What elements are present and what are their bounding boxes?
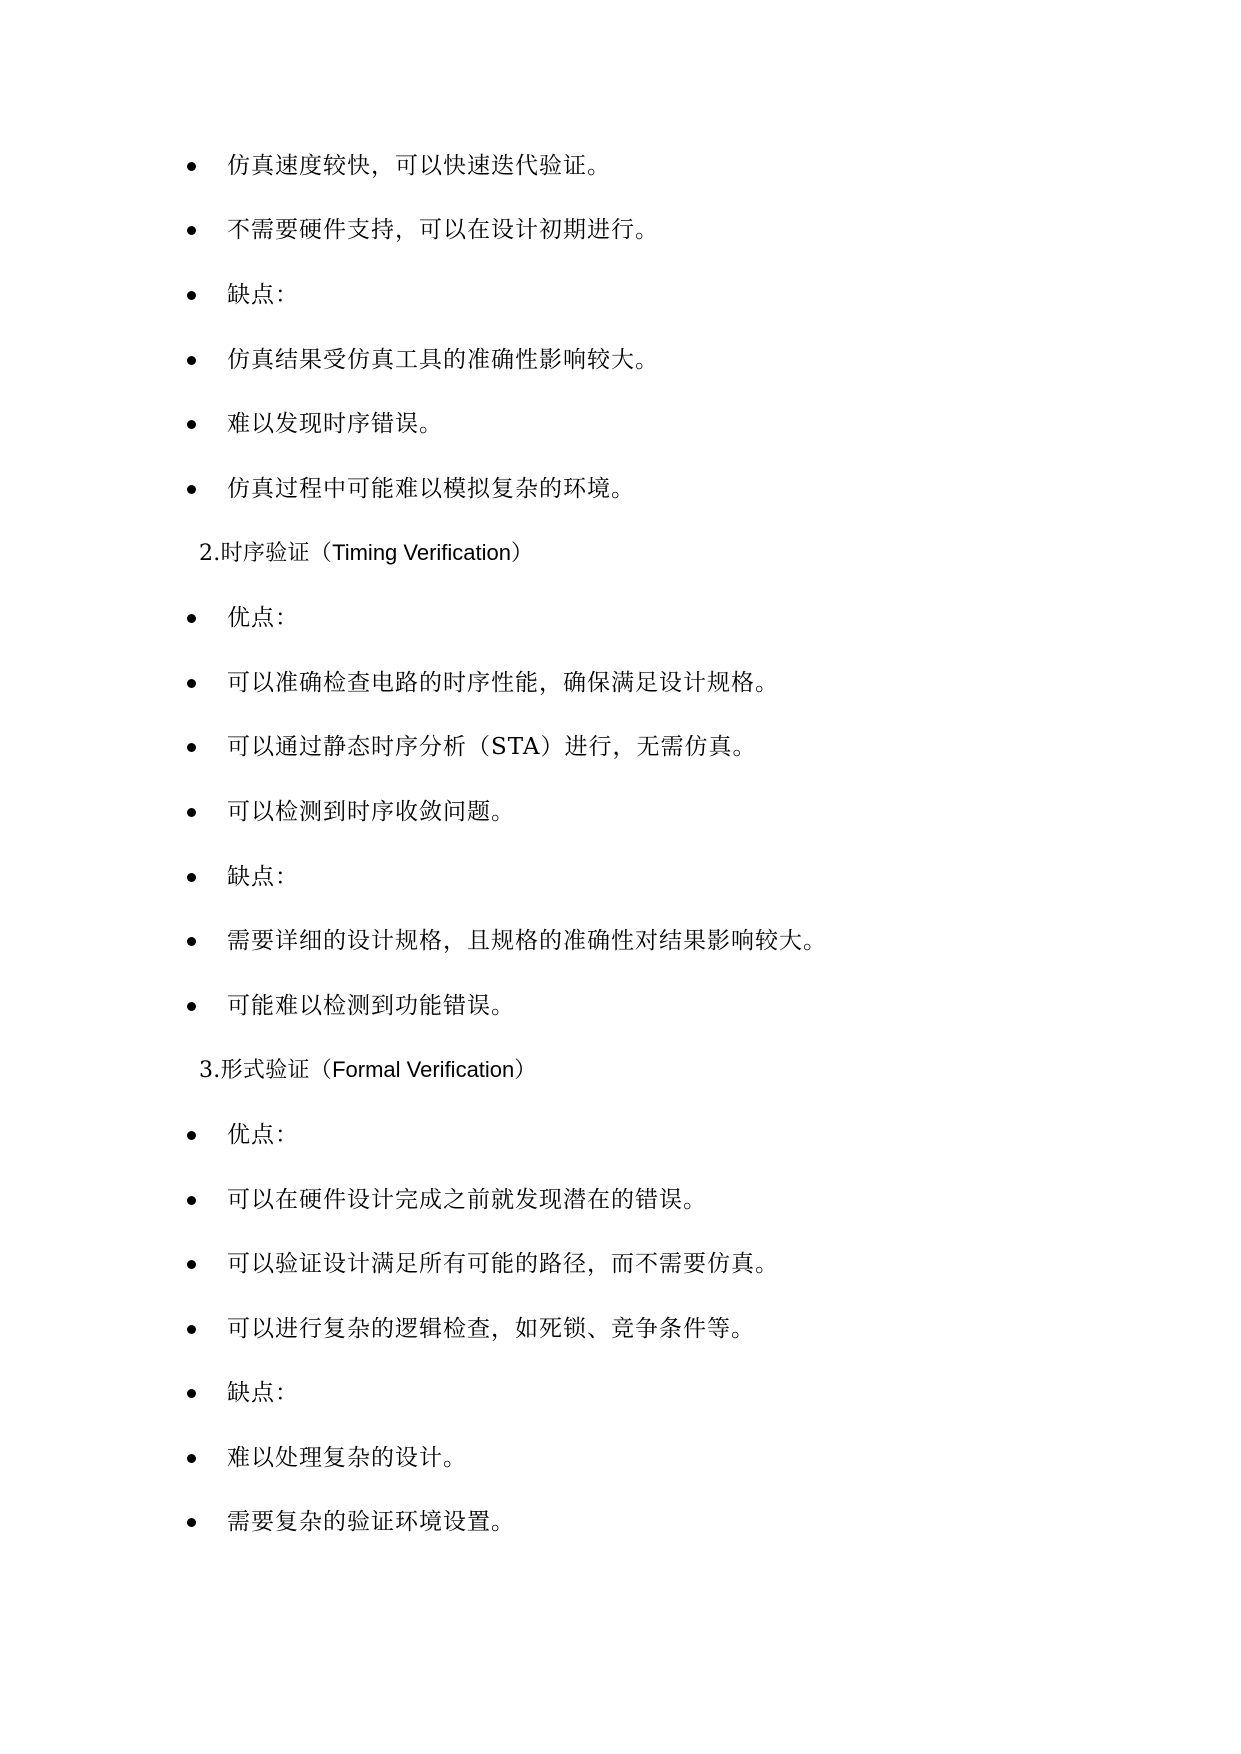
list-item-text: 仿真结果受仿真工具的准确性影响较大。 xyxy=(227,347,659,373)
section-heading-text xyxy=(199,533,533,574)
heading-number: 2.时序验证（ xyxy=(199,541,333,566)
bullet-icon xyxy=(187,937,196,946)
list-item-text: 可以通过静态时序分析（STA）进行，无需仿真。 xyxy=(227,734,757,760)
heading-english: Timing Verification xyxy=(332,540,512,565)
bullet-icon xyxy=(187,162,196,171)
list-item-text: 可以准确检查电路的时序性能，确保满足设计规格。 xyxy=(227,670,779,696)
bullet-icon xyxy=(187,743,196,752)
list-item-text: 缺点： xyxy=(227,1380,299,1406)
bullet-icon xyxy=(187,614,196,623)
bullet-icon xyxy=(187,1196,196,1205)
list-item-text: 需要详细的设计规格，且规格的准确性对结果影响较大。 xyxy=(227,928,827,954)
list-item-text: 可以验证设计满足所有可能的路径，而不需要仿真。 xyxy=(227,1251,779,1277)
bullet-icon xyxy=(187,485,196,494)
list-item-text: 需要复杂的验证环境设置。 xyxy=(227,1509,515,1535)
list-item-text: 优点： xyxy=(227,1122,299,1148)
list-item-text: 仿真过程中可能难以模拟复杂的环境。 xyxy=(227,476,635,502)
bullet-icon xyxy=(187,679,196,688)
bullet-icon xyxy=(187,808,196,817)
bullet-icon xyxy=(187,1454,196,1463)
heading-number: 3.形式验证（ xyxy=(199,1058,333,1083)
list-item-text: 缺点： xyxy=(227,864,299,890)
bullet-icon xyxy=(187,1518,196,1527)
bullet-icon xyxy=(187,1131,196,1140)
list-item-text: 不需要硬件支持，可以在设计初期进行。 xyxy=(227,217,659,243)
bullet-icon xyxy=(187,420,196,429)
list-item-text: 可以在硬件设计完成之前就发现潜在的错误。 xyxy=(227,1187,707,1213)
bullet-icon xyxy=(187,291,196,300)
bullet-icon xyxy=(187,356,196,365)
list-item-text: 难以处理复杂的设计。 xyxy=(227,1445,467,1471)
section-heading-text xyxy=(199,1050,537,1091)
list-item-text: 难以发现时序错误。 xyxy=(227,411,443,437)
list-item-text: 缺点： xyxy=(227,282,299,308)
list-item-text: 优点： xyxy=(227,605,299,631)
heading-close: ） xyxy=(511,541,534,566)
bullet-icon xyxy=(187,873,196,882)
bullet-icon xyxy=(187,226,196,235)
list-item-text: 仿真速度较快，可以快速迭代验证。 xyxy=(227,153,611,179)
bullet-icon xyxy=(187,1260,196,1269)
bullet-icon xyxy=(187,1002,196,1011)
list-item-text: 可以进行复杂的逻辑检查，如死锁、竞争条件等。 xyxy=(227,1316,755,1342)
heading-close: ） xyxy=(514,1058,537,1083)
heading-english: Formal Verification xyxy=(332,1057,515,1082)
list-item-text: 可能难以检测到功能错误。 xyxy=(227,993,515,1019)
bullet-icon xyxy=(187,1325,196,1334)
list-item-text: 可以检测到时序收敛问题。 xyxy=(227,799,515,825)
bullet-icon xyxy=(187,1389,196,1398)
